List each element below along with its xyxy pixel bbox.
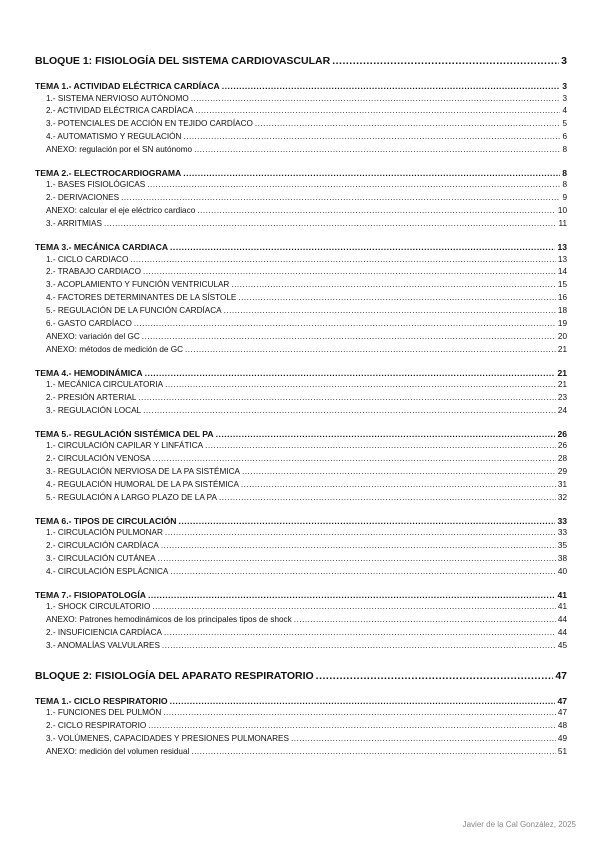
dot-leader bbox=[183, 131, 560, 144]
toc-item-entry[interactable] bbox=[35, 254, 567, 267]
toc-tema-entry[interactable] bbox=[35, 167, 567, 180]
toc-item-entry[interactable] bbox=[35, 720, 567, 733]
toc-tema-entry-title: TEMA 2.- ELECTROCARDIOGRAMA bbox=[35, 167, 182, 178]
toc-item-entry-title: 2.- INSUFICIENCIA CARDÍACA bbox=[46, 628, 163, 638]
toc-item-entry-page-number: 44 bbox=[557, 615, 567, 625]
toc-tema-entry-page-number: 26 bbox=[557, 428, 567, 439]
dot-leader bbox=[242, 466, 556, 479]
toc-item-entry-title: 2.- CIRCULACIÓN VENOSA bbox=[46, 454, 151, 464]
toc-item-entry[interactable] bbox=[35, 392, 567, 405]
toc-item-entry[interactable] bbox=[35, 266, 567, 279]
toc-tema-entry-page-number: 33 bbox=[557, 515, 567, 526]
toc-item-entry-page-number: 38 bbox=[557, 554, 567, 564]
toc-item-entry-title: 1.- FUNCIONES DEL PULMÓN bbox=[46, 708, 162, 718]
toc-item-entry-page-number: 21 bbox=[557, 344, 567, 354]
toc-item-entry-page-number: 18 bbox=[557, 306, 567, 316]
toc-item-entry-page-number: 28 bbox=[557, 454, 567, 464]
toc-item-entry[interactable] bbox=[35, 292, 567, 305]
toc-item-entry-title: 4.- AUTOMATISMO Y REGULACIÓN bbox=[46, 132, 182, 142]
toc-item-entry-title: 1.- SISTEMA NERVIOSO AUTÓNOMO bbox=[46, 93, 189, 103]
toc-item-entry-page-number: 29 bbox=[557, 467, 567, 477]
toc-item-entry-page-number: 40 bbox=[557, 566, 567, 576]
toc-tema-entry-title: TEMA 4.- HEMODINÁMICA bbox=[35, 367, 143, 378]
toc-item-entry[interactable] bbox=[35, 540, 567, 553]
dot-leader bbox=[291, 733, 556, 746]
toc-bloque-entry[interactable] bbox=[35, 52, 567, 70]
toc-item-entry-page-number: 41 bbox=[557, 602, 567, 612]
toc-item-entry-title: ANEXO: Patrones hemodinámicos de los principales tipos de shock bbox=[46, 615, 292, 625]
toc-item-entry[interactable] bbox=[35, 318, 567, 331]
toc-item-entry-page-number: 51 bbox=[557, 747, 567, 757]
toc-item-entry-title: 2.- TRABAJO CARDIACO bbox=[46, 267, 141, 277]
toc-tema-entry[interactable] bbox=[35, 589, 567, 602]
dot-leader bbox=[153, 453, 556, 466]
toc-bloque-entry-page-number: 3 bbox=[561, 55, 567, 67]
dot-leader bbox=[148, 589, 556, 602]
toc-item-entry-page-number: 45 bbox=[557, 641, 567, 650]
toc-item-entry-page-number: 8 bbox=[562, 145, 567, 155]
toc-item-entry-title: 5.- REGULACIÓN DE LA FUNCIÓN CARDÍACA bbox=[46, 306, 222, 316]
toc-item-entry-title: 3.- VOLÚMENES, CAPACIDADES Y PRESIONES PULMONARES bbox=[46, 734, 289, 744]
toc-item-entry-title: 3.- ACOPLAMIENTO Y FUNCIÓN VENTRICULAR bbox=[46, 280, 230, 290]
toc-item-entry[interactable] bbox=[35, 379, 567, 392]
toc-item-entry[interactable] bbox=[35, 601, 567, 614]
toc-item-entry-title: 2.- CIRCULACIÓN CARDÍACA bbox=[46, 541, 159, 551]
toc-bloque-entry-page-number: 47 bbox=[555, 669, 567, 682]
toc-item-entry[interactable] bbox=[35, 279, 567, 292]
toc-item-entry-page-number: 33 bbox=[557, 528, 567, 538]
toc-tema-entry-page-number: 41 bbox=[557, 589, 567, 600]
toc-item-entry-page-number: 31 bbox=[557, 479, 567, 489]
toc-item-entry-page-number: 10 bbox=[557, 206, 567, 216]
dot-leader bbox=[142, 331, 556, 344]
toc-item-entry-title: 1.- CIRCULACIÓN PULMONAR bbox=[46, 528, 163, 538]
toc-item-entry-title: 2.- ACTIVIDAD ELÉCTRICA CARDÍACA bbox=[46, 106, 194, 116]
dot-leader bbox=[148, 720, 556, 733]
toc-item-entry-title: 2.- PRESIÓN ARTERIAL bbox=[46, 393, 137, 403]
dot-leader bbox=[164, 627, 556, 640]
toc-item-entry[interactable] bbox=[35, 118, 567, 131]
toc-item-entry[interactable] bbox=[35, 405, 567, 418]
toc-item-entry[interactable] bbox=[35, 105, 567, 118]
dot-leader bbox=[216, 428, 556, 441]
toc-item-entry[interactable] bbox=[35, 627, 567, 640]
dot-leader bbox=[152, 601, 556, 614]
dot-leader bbox=[165, 379, 556, 392]
table-of-contents bbox=[35, 52, 567, 759]
toc-tema-entry-title: TEMA 7.- FISIOPATOLOGÍA bbox=[35, 589, 146, 600]
toc-item-entry[interactable] bbox=[35, 746, 567, 759]
toc-tema-entry-title: TEMA 1.- CICLO RESPIRATORIO bbox=[35, 695, 168, 706]
toc-item-entry-title: ANEXO: variación del GC bbox=[46, 331, 140, 341]
toc-tema-entry-title: TEMA 3.- MECÁNICA CARDIACA bbox=[35, 242, 169, 253]
toc-item-entry-title: ANEXO: calcular el eje eléctrico cardiaco bbox=[46, 206, 196, 216]
toc-item-entry-page-number: 32 bbox=[557, 492, 567, 502]
dot-leader bbox=[241, 479, 556, 492]
toc-item-entry[interactable] bbox=[35, 144, 567, 157]
footer-author: Javier de la Cal González, 2025 bbox=[462, 820, 576, 829]
dot-leader bbox=[138, 392, 555, 405]
toc-tema-entry[interactable] bbox=[35, 428, 567, 441]
dot-leader bbox=[255, 118, 561, 131]
toc-tema-entry[interactable] bbox=[35, 515, 567, 528]
dot-leader bbox=[170, 241, 555, 254]
toc-item-entry-title: 3.- REGULACIÓN LOCAL bbox=[46, 405, 142, 415]
toc-item-entry-page-number: 16 bbox=[557, 293, 567, 303]
dot-leader bbox=[130, 254, 556, 267]
dot-leader bbox=[158, 553, 556, 566]
toc-item-entry-page-number: 44 bbox=[557, 628, 567, 638]
dot-leader bbox=[143, 405, 556, 418]
toc-item-entry-page-number: 47 bbox=[557, 708, 567, 718]
dot-leader bbox=[191, 746, 556, 759]
dot-leader bbox=[195, 105, 560, 118]
dot-leader bbox=[224, 305, 556, 318]
toc-item-entry-title: 3.- ANOMALÍAS VALVULARES bbox=[46, 641, 160, 650]
dot-leader bbox=[134, 318, 556, 331]
toc-item-entry[interactable] bbox=[35, 131, 567, 144]
dot-leader bbox=[121, 192, 560, 205]
dot-leader bbox=[332, 52, 559, 70]
toc-tema-entry[interactable] bbox=[35, 80, 567, 93]
toc-item-entry-title: 4.- CIRCULACIÓN ESPLÁCNICA bbox=[46, 566, 169, 576]
toc-item-entry[interactable] bbox=[35, 566, 567, 579]
toc-item-entry-title: 1.- BASES FISIOLÓGICAS bbox=[46, 180, 146, 190]
dot-leader bbox=[162, 640, 556, 653]
toc-item-entry-page-number: 3 bbox=[562, 93, 567, 103]
toc-item-entry-title: 1.- CICLO CARDIACO bbox=[46, 254, 129, 264]
toc-item-entry[interactable] bbox=[35, 614, 567, 627]
toc-item-entry[interactable] bbox=[35, 527, 567, 540]
dot-leader bbox=[219, 492, 556, 505]
toc-tema-entry-page-number: 21 bbox=[557, 367, 567, 378]
dot-leader bbox=[231, 279, 556, 292]
toc-tema-entry-page-number: 3 bbox=[562, 81, 567, 91]
dot-leader bbox=[316, 667, 554, 685]
toc-tema-entry-page-number: 8 bbox=[562, 167, 567, 178]
toc-item-entry-page-number: 49 bbox=[557, 734, 567, 744]
toc-item-entry-page-number: 19 bbox=[557, 318, 567, 328]
toc-item-entry-page-number: 14 bbox=[557, 267, 567, 277]
toc-bloque-entry[interactable] bbox=[35, 667, 567, 685]
toc-item-entry-title: 1.- SHOCK CIRCULATORIO bbox=[46, 602, 151, 612]
toc-item-entry-title: 2.- CICLO RESPIRATORIO bbox=[46, 721, 147, 731]
toc-item-entry[interactable] bbox=[35, 305, 567, 318]
toc-item-entry-title: 1.- MECÁNICA CIRCULATORIA bbox=[46, 380, 164, 390]
toc-item-entry-page-number: 4 bbox=[562, 106, 567, 116]
toc-item-entry[interactable] bbox=[35, 466, 567, 479]
toc-item-entry-page-number: 9 bbox=[562, 193, 567, 203]
dot-leader bbox=[205, 440, 556, 453]
toc-tema-entry-page-number: 13 bbox=[557, 242, 567, 253]
toc-item-entry[interactable] bbox=[35, 553, 567, 566]
dot-leader bbox=[165, 527, 556, 540]
dot-leader bbox=[197, 205, 556, 218]
toc-item-entry-page-number: 26 bbox=[557, 441, 567, 451]
dot-leader bbox=[238, 292, 556, 305]
toc-item-entry-page-number: 20 bbox=[557, 331, 567, 341]
dot-leader bbox=[145, 367, 556, 380]
toc-item-entry-title: 3.- POTENCIALES DE ACCIÓN EN TEJIDO CARDÍACO bbox=[46, 119, 253, 129]
toc-item-entry-title: 5.- REGULACIÓN A LARGO PLAZO DE LA PA bbox=[46, 492, 217, 502]
toc-item-entry[interactable] bbox=[35, 205, 567, 218]
toc-item-entry-page-number: 15 bbox=[557, 280, 567, 290]
toc-item-entry-title: 3.- ARRITMIAS bbox=[46, 219, 102, 229]
dot-leader bbox=[170, 566, 556, 579]
toc-tema-entry[interactable] bbox=[35, 367, 567, 380]
toc-bloque-entry-title: BLOQUE 2: FISIOLOGÍA DEL APARATO RESPIRATORIO bbox=[35, 669, 314, 682]
toc-tema-entry[interactable] bbox=[35, 241, 567, 254]
toc-item-entry[interactable] bbox=[35, 218, 567, 231]
dot-leader bbox=[294, 614, 556, 627]
dot-leader bbox=[183, 167, 560, 180]
dot-leader bbox=[143, 266, 556, 279]
toc-item-entry[interactable] bbox=[35, 479, 567, 492]
toc-item-entry-page-number: 11 bbox=[558, 219, 567, 229]
toc-item-entry[interactable] bbox=[35, 733, 567, 746]
dot-leader bbox=[194, 144, 560, 157]
toc-item-entry-title: 4.- FACTORES DETERMINANTES DE LA SÍSTOLE bbox=[46, 293, 237, 303]
toc-item-entry-page-number: 21 bbox=[557, 380, 567, 390]
toc-item-entry[interactable] bbox=[35, 93, 567, 106]
toc-item-entry[interactable] bbox=[35, 707, 567, 720]
toc-item-entry[interactable] bbox=[35, 640, 567, 653]
toc-item-entry-title: ANEXO: métodos de medición de GC bbox=[46, 344, 183, 354]
toc-item-entry[interactable] bbox=[35, 453, 567, 466]
dot-leader bbox=[163, 707, 556, 720]
toc-item-entry-page-number: 13 bbox=[557, 254, 567, 264]
dot-leader bbox=[161, 540, 556, 553]
dot-leader bbox=[185, 344, 556, 357]
toc-item-entry-page-number: 23 bbox=[557, 393, 567, 403]
toc-item-entry[interactable] bbox=[35, 492, 567, 505]
toc-item-entry-page-number: 48 bbox=[557, 721, 567, 731]
dot-leader bbox=[178, 515, 555, 528]
toc-item-entry-page-number: 8 bbox=[562, 180, 567, 190]
toc-tema-entry[interactable] bbox=[35, 695, 567, 708]
toc-tema-entry-title: TEMA 5.- REGULACIÓN SISTÉMICA DEL PA bbox=[35, 428, 214, 439]
toc-item-entry[interactable] bbox=[35, 192, 567, 205]
toc-item-entry-title: 6.- GASTO CARDÍACO bbox=[46, 318, 132, 328]
dot-leader bbox=[170, 695, 556, 708]
toc-tema-entry-title: TEMA 6.- TIPOS DE CIRCULACIÓN bbox=[35, 515, 177, 526]
dot-leader bbox=[191, 93, 561, 106]
toc-item-entry-page-number: 6 bbox=[562, 132, 567, 142]
toc-item-entry-title: 4.- REGULACIÓN HUMORAL DE LA PA SISTÉMICA bbox=[46, 479, 239, 489]
toc-item-entry-title: 2.- DERIVACIONES bbox=[46, 193, 120, 203]
dot-leader bbox=[104, 218, 557, 231]
toc-item-entry-title: 1.- CIRCULACIÓN CAPILAR Y LINFÁTICA bbox=[46, 441, 204, 451]
toc-item-entry-page-number: 24 bbox=[557, 405, 567, 415]
toc-item-entry[interactable] bbox=[35, 440, 567, 453]
toc-item-entry[interactable] bbox=[35, 344, 567, 357]
toc-item-entry-title: ANEXO: regulación por el SN autónomo bbox=[46, 145, 193, 155]
dot-leader bbox=[222, 80, 560, 93]
toc-item-entry[interactable] bbox=[35, 179, 567, 192]
toc-item-entry-title: 3.- REGULACIÓN NERVIOSA DE LA PA SISTÉMICA bbox=[46, 467, 240, 477]
toc-item-entry-page-number: 5 bbox=[562, 119, 567, 129]
toc-item-entry-page-number: 35 bbox=[557, 541, 567, 551]
toc-tema-entry-title: TEMA 1.- ACTIVIDAD ELÉCTRICA CARDÍACA bbox=[35, 81, 220, 91]
toc-tema-entry-page-number: 47 bbox=[557, 695, 567, 706]
toc-item-entry-title: ANEXO: medición del volumen residual bbox=[46, 747, 190, 757]
dot-leader bbox=[147, 179, 560, 192]
toc-item-entry-title: 3.- CIRCULACIÓN CUTÁNEA bbox=[46, 554, 156, 564]
toc-item-entry[interactable] bbox=[35, 331, 567, 344]
toc-bloque-entry-title: BLOQUE 1: FISIOLOGÍA DEL SISTEMA CARDIOVASCULAR bbox=[35, 55, 331, 67]
